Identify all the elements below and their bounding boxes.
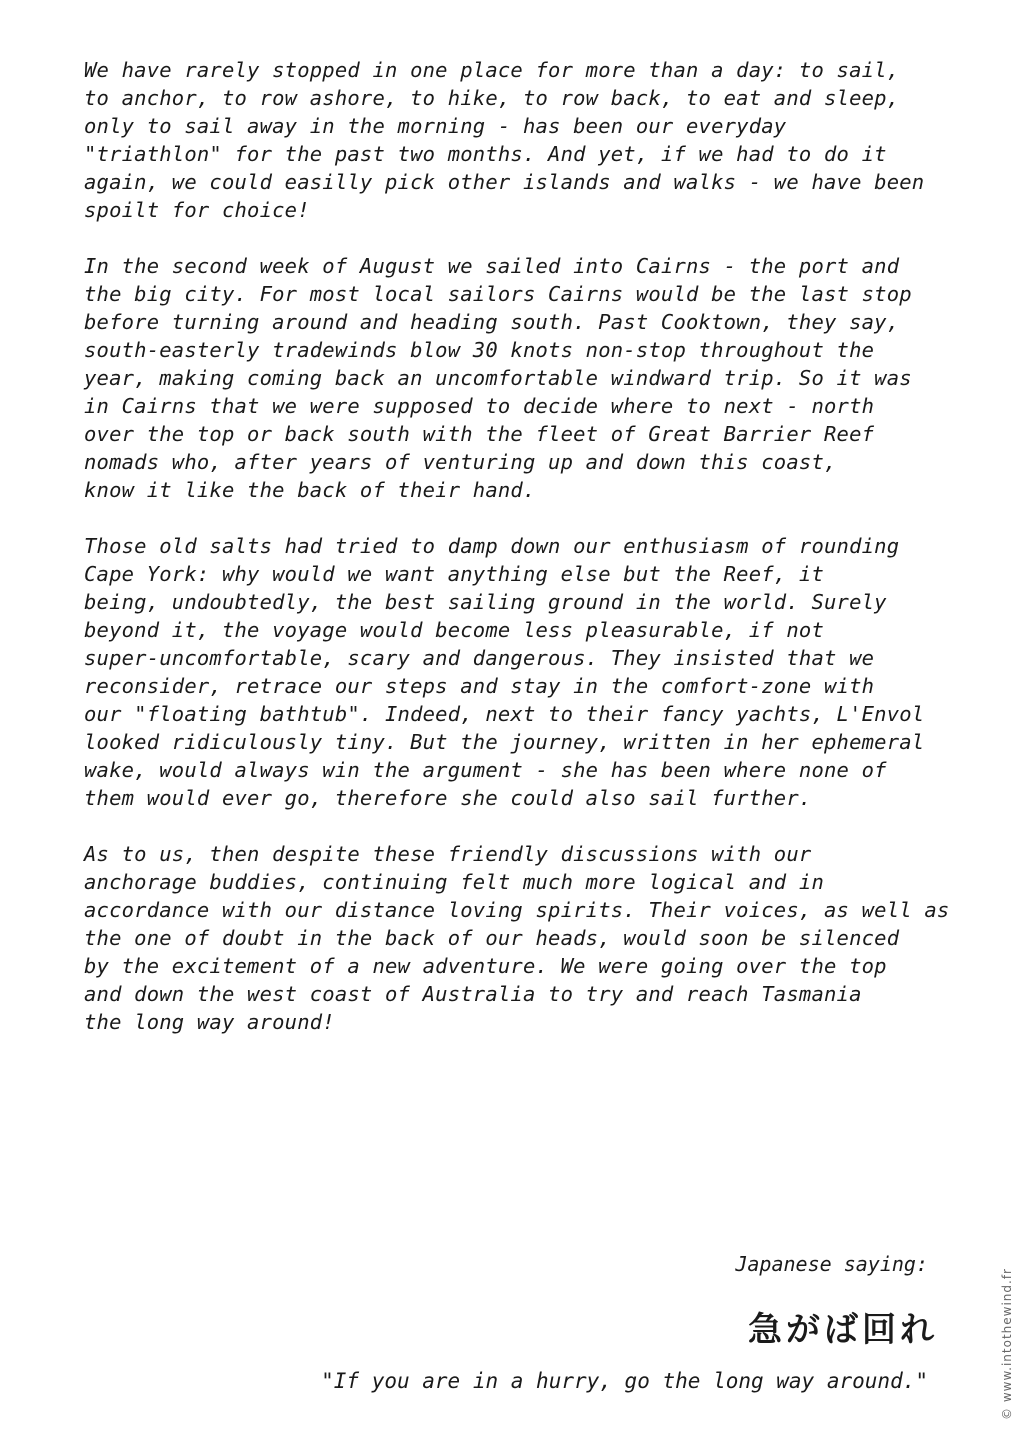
saying-translation: "If you are in a hurry, go the long way around." xyxy=(321,1369,928,1393)
text-line: nomads who, after years of venturing up and down this coast, xyxy=(84,450,837,474)
text-line: super-uncomfortable, scary and dangerous. They insisted that we xyxy=(84,646,875,670)
paragraph xyxy=(84,252,944,504)
copyright-watermark: © www.intothewind.fr xyxy=(1000,1268,1014,1420)
saying-label: Japanese saying: xyxy=(735,1252,928,1276)
text-line: looked ridiculously tiny. But the journey, written in her ephemeral xyxy=(84,730,925,754)
text-line: As to us, then despite these friendly discussions with our xyxy=(84,842,812,866)
saying-label-block xyxy=(735,1250,928,1278)
text-line: We have rarely stopped in one place for more than a day: to sail, xyxy=(84,58,900,82)
text-line: to anchor, to row ashore, to hike, to row back, to eat and sleep, xyxy=(84,86,900,110)
text-line: by the excitement of a new adventure. We were going over the top xyxy=(84,954,887,978)
text-line: our "floating bathtub". Indeed, next to their fancy yachts, L'Envol xyxy=(84,702,925,726)
text-line: wake, would always win the argument - she has been where none of xyxy=(84,758,887,782)
text-line: them would ever go, therefore she could also sail further. xyxy=(84,786,812,810)
text-line: know it like the back of their hand. xyxy=(84,478,536,502)
body-text xyxy=(84,56,950,1064)
text-line: only to sail away in the morning - has been our everyday xyxy=(84,114,787,138)
text-line: accordance with our distance loving spirits. Their voices, as well as xyxy=(84,898,950,922)
text-line: the big city. For most local sailors Cairns would be the last stop xyxy=(84,282,912,306)
text-line: In the second week of August we sailed into Cairns - the port and xyxy=(84,254,900,278)
text-line: south-easterly tradewinds blow 30 knots non-stop throughout the xyxy=(84,338,875,362)
paragraph xyxy=(84,840,950,1036)
text-line: the one of doubt in the back of our heads, would soon be silenced xyxy=(84,926,900,950)
text-line: in Cairns that we were supposed to decide where to next - north xyxy=(84,394,875,418)
text-line: being, undoubtedly, the best sailing ground in the world. Surely xyxy=(84,590,887,614)
text-line: and down the west coast of Australia to try and reach Tasmania xyxy=(84,982,862,1006)
text-line: Cape York: why would we want anything else but the Reef, it xyxy=(84,562,824,586)
text-line: year, making coming back an uncomfortable windward trip. So it was xyxy=(84,366,912,390)
text-line: spoilt for choice! xyxy=(84,198,310,222)
text-line: again, we could easilly pick other islands and walks - we have been xyxy=(84,170,925,194)
text-line: Those old salts had tried to damp down our enthusiasm of rounding xyxy=(84,534,900,558)
japanese-saying: 急がば回れ xyxy=(748,1310,938,1350)
paragraph xyxy=(84,532,944,812)
paragraph xyxy=(84,56,944,224)
text-line: the long way around! xyxy=(84,1010,335,1034)
text-line: before turning around and heading south. Past Cooktown, they say, xyxy=(84,310,900,334)
text-line: beyond it, the voyage would become less pleasurable, if not xyxy=(84,618,824,642)
text-line: reconsider, retrace our steps and stay in the comfort-zone with xyxy=(84,674,875,698)
text-line: anchorage buddies, continuing felt much more logical and in xyxy=(84,870,824,894)
text-line: "triathlon" for the past two months. And yet, if we had to do it xyxy=(84,142,887,166)
text-line: over the top or back south with the fleet of Great Barrier Reef xyxy=(84,422,875,446)
